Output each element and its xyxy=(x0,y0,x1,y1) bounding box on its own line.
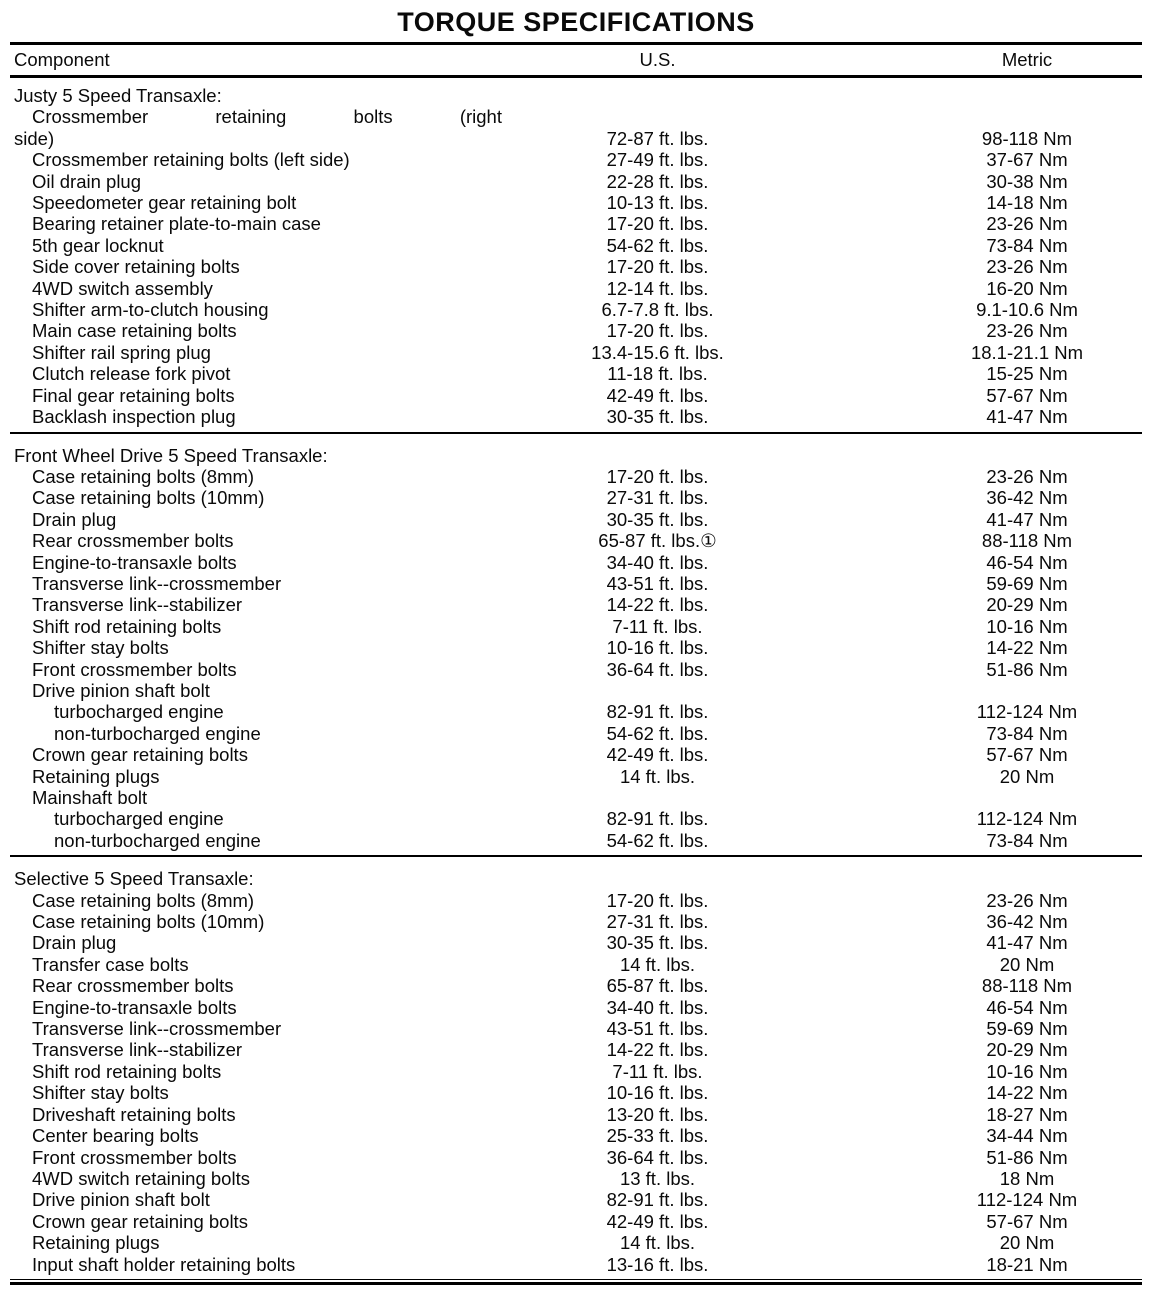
section-header-row xyxy=(10,868,1142,889)
table-row xyxy=(10,1147,1142,1168)
us-value: 27-49 ft. lbs. xyxy=(606,149,709,171)
metric-value: 98-118 Nm xyxy=(981,127,1073,149)
component-cell: Bearing retainer plate-to-main case xyxy=(32,213,321,235)
metric-value: 18.1-21.1 Nm xyxy=(970,341,1084,363)
table-row xyxy=(10,830,1142,851)
component-cell: Crown gear retaining bolts xyxy=(32,1210,248,1232)
us-value: 42-49 ft. lbs. xyxy=(606,1210,709,1232)
component-cell: Mainshaft bolt xyxy=(32,787,148,808)
us-value: 27-31 ft. lbs. xyxy=(606,911,709,933)
component-cell: Shifter stay bolts xyxy=(32,1082,169,1104)
metric-value: 16-20 Nm xyxy=(986,277,1068,299)
table-row xyxy=(10,1104,1142,1125)
metric-value: 34-44 Nm xyxy=(986,1125,1068,1147)
us-value: 17-20 ft. lbs. xyxy=(606,256,709,278)
component-cell: turbocharged engine xyxy=(54,808,224,830)
us-value: 27-31 ft. lbs. xyxy=(606,487,709,509)
component-cell: Shifter stay bolts xyxy=(32,637,169,659)
us-value: 36-64 ft. lbs. xyxy=(606,658,709,680)
component-cell: Center bearing bolts xyxy=(32,1125,199,1147)
us-value: 43-51 ft. lbs. xyxy=(606,572,709,594)
table-row xyxy=(10,680,1142,701)
component-cell: Crossmember retaining bolts (right xyxy=(32,106,502,128)
table-row xyxy=(10,1061,1142,1082)
table-row xyxy=(10,954,1142,975)
table-row xyxy=(10,975,1142,996)
component-cell: Drain plug xyxy=(32,932,117,954)
metric-value: 18 Nm xyxy=(999,1167,1055,1189)
us-value: 13 ft. lbs. xyxy=(619,1167,696,1189)
us-value: 30-35 ft. lbs. xyxy=(606,932,709,954)
component-cell: Retaining plugs xyxy=(32,1232,160,1254)
us-value: 25-33 ft. lbs. xyxy=(606,1125,709,1147)
section-gap xyxy=(10,434,1142,445)
us-value: 65-87 ft. lbs.① xyxy=(598,530,717,552)
us-value: 6.7-7.8 ft. lbs. xyxy=(601,299,714,321)
metric-value: 23-26 Nm xyxy=(986,213,1068,235)
component-cell: Shifter rail spring plug xyxy=(32,341,211,363)
metric-value: 23-26 Nm xyxy=(986,256,1068,278)
table-row xyxy=(10,509,1142,530)
component-cell: 5th gear locknut xyxy=(32,234,164,256)
component-cell: Input shaft holder retaining bolts xyxy=(32,1253,296,1275)
table-row xyxy=(10,342,1142,363)
component-cell: 4WD switch assembly xyxy=(32,277,213,299)
table-body xyxy=(10,78,1142,1275)
component-cell: Front crossmember bolts xyxy=(32,1146,237,1168)
table-row xyxy=(10,320,1142,341)
metric-value: 41-47 Nm xyxy=(986,406,1068,428)
us-value: 54-62 ft. lbs. xyxy=(606,829,709,851)
table-row xyxy=(10,787,1142,808)
component-cell: Final gear retaining bolts xyxy=(32,384,235,406)
metric-value: 59-69 Nm xyxy=(986,572,1068,594)
component-cell: Case retaining bolts (10mm) xyxy=(32,911,265,933)
us-value: 14-22 ft. lbs. xyxy=(606,594,709,616)
table-row xyxy=(10,213,1142,234)
table-row xyxy=(10,808,1142,829)
component-cell: Case retaining bolts (8mm) xyxy=(32,465,255,487)
us-value: 7-11 ft. lbs. xyxy=(612,1060,703,1082)
metric-value: 23-26 Nm xyxy=(986,320,1068,342)
metric-value: 46-54 Nm xyxy=(986,551,1068,573)
us-value: 13.4-15.6 ft. lbs. xyxy=(591,341,724,363)
metric-value: 10-16 Nm xyxy=(986,615,1068,637)
component-cell: Front crossmember bolts xyxy=(32,658,237,680)
bottom-rule xyxy=(10,1279,1142,1285)
table-row xyxy=(10,530,1142,551)
component-cell: Rear crossmember bolts xyxy=(32,530,234,552)
metric-value: 20-29 Nm xyxy=(986,594,1068,616)
metric-value: 36-42 Nm xyxy=(986,487,1068,509)
component-cell: Shift rod retaining bolts xyxy=(32,615,222,637)
table-row xyxy=(10,363,1142,384)
component-cell: Crossmember retaining bolts (left side) xyxy=(32,149,350,171)
component-cell: Transverse link--crossmember xyxy=(32,572,282,594)
table-row xyxy=(10,552,1142,573)
table-row xyxy=(10,723,1142,744)
us-value: 30-35 ft. lbs. xyxy=(606,406,709,428)
us-value: 17-20 ft. lbs. xyxy=(606,889,709,911)
metric-value: 41-47 Nm xyxy=(986,932,1068,954)
component-cell: Oil drain plug xyxy=(32,170,142,192)
table-row xyxy=(10,278,1142,299)
component-cell: Retaining plugs xyxy=(32,765,160,787)
component-cell: Shift rod retaining bolts xyxy=(32,1060,222,1082)
table-row xyxy=(10,766,1142,787)
table-row xyxy=(10,616,1142,637)
table-row xyxy=(10,659,1142,680)
metric-value: 14-22 Nm xyxy=(986,637,1068,659)
us-value: 30-35 ft. lbs. xyxy=(606,508,709,530)
table-row xyxy=(10,594,1142,615)
component-cell: non-turbocharged engine xyxy=(54,829,261,851)
component-cell: Backlash inspection plug xyxy=(32,406,236,428)
component-cell: Engine-to-transaxle bolts xyxy=(32,551,237,573)
component-cell: turbocharged engine xyxy=(54,701,224,723)
us-value: 54-62 ft. lbs. xyxy=(606,722,709,744)
metric-value: 73-84 Nm xyxy=(986,234,1068,256)
us-value: 17-20 ft. lbs. xyxy=(606,213,709,235)
table-row xyxy=(10,235,1142,256)
component-cell: Transverse link--stabilizer xyxy=(32,1039,243,1061)
us-value: 14 ft. lbs. xyxy=(619,765,696,787)
us-value: 10-16 ft. lbs. xyxy=(606,1082,709,1104)
us-value: 34-40 ft. lbs. xyxy=(606,551,709,573)
us-value: 14 ft. lbs. xyxy=(619,1232,696,1254)
table-row xyxy=(10,911,1142,932)
us-value: 13-16 ft. lbs. xyxy=(606,1253,709,1275)
us-value: 11-18 ft. lbs. xyxy=(607,363,708,385)
table-row xyxy=(10,171,1142,192)
component-cell: Drain plug xyxy=(32,508,117,530)
column-header-row xyxy=(10,45,1142,75)
component-cell: Transverse link--crossmember xyxy=(32,1018,282,1040)
component-cell: Side cover retaining bolts xyxy=(32,256,240,278)
us-value: 43-51 ft. lbs. xyxy=(606,1018,709,1040)
metric-value: 14-22 Nm xyxy=(986,1082,1068,1104)
table-row xyxy=(10,1232,1142,1253)
component-cell: Rear crossmember bolts xyxy=(32,975,234,997)
metric-value: 10-16 Nm xyxy=(986,1060,1068,1082)
table-row xyxy=(10,1211,1142,1232)
metric-value: 46-54 Nm xyxy=(986,996,1068,1018)
metric-value: 20 Nm xyxy=(999,1232,1055,1254)
metric-value: 112-124 Nm xyxy=(976,1189,1078,1211)
metric-value: 18-27 Nm xyxy=(986,1103,1068,1125)
component-cell: 4WD switch retaining bolts xyxy=(32,1167,250,1189)
component-cell: Crown gear retaining bolts xyxy=(32,744,248,766)
us-value: 54-62 ft. lbs. xyxy=(606,234,709,256)
table-row xyxy=(10,106,1142,127)
section-header-label: Selective 5 Speed Transaxle: xyxy=(14,868,254,890)
component-cell: Transverse link--stabilizer xyxy=(32,594,243,616)
metric-value: 51-86 Nm xyxy=(986,658,1068,680)
metric-value: 20-29 Nm xyxy=(986,1039,1068,1061)
component-cell: Speedometer gear retaining bolt xyxy=(32,192,297,214)
metric-value: 20 Nm xyxy=(999,953,1055,975)
metric-value: 30-38 Nm xyxy=(986,170,1068,192)
component-cell: Drive pinion shaft bolt xyxy=(32,1189,210,1211)
metric-value: 37-67 Nm xyxy=(986,149,1068,171)
table-row xyxy=(10,1082,1142,1103)
column-header-metric: Metric xyxy=(1001,49,1053,70)
column-header-us: U.S. xyxy=(639,49,676,70)
table-row xyxy=(10,385,1142,406)
component-cell: Drive pinion shaft bolt xyxy=(32,679,210,701)
component-cell: Case retaining bolts (8mm) xyxy=(32,889,255,911)
metric-value: 73-84 Nm xyxy=(986,722,1068,744)
metric-value: 88-118 Nm xyxy=(981,530,1073,552)
metric-value: 9.1-10.6 Nm xyxy=(976,299,1078,321)
component-cell: side) xyxy=(14,127,55,149)
component-cell: Main case retaining bolts xyxy=(32,320,237,342)
metric-value: 23-26 Nm xyxy=(986,889,1068,911)
table-row xyxy=(10,149,1142,170)
us-value: 7-11 ft. lbs. xyxy=(612,615,703,637)
table-row xyxy=(10,744,1142,765)
table-row xyxy=(10,406,1142,427)
us-value: 65-87 ft. lbs. xyxy=(606,975,709,997)
metric-value: 51-86 Nm xyxy=(986,1146,1068,1168)
us-value: 14 ft. lbs. xyxy=(619,953,696,975)
metric-value: 57-67 Nm xyxy=(986,1210,1068,1232)
metric-value: 15-25 Nm xyxy=(986,363,1068,385)
table-row xyxy=(10,573,1142,594)
metric-value: 59-69 Nm xyxy=(986,1018,1068,1040)
section-2 xyxy=(10,445,1142,852)
section-gap xyxy=(10,857,1142,868)
table-row xyxy=(10,192,1142,213)
us-value: 42-49 ft. lbs. xyxy=(606,744,709,766)
table-row xyxy=(10,701,1142,722)
component-cell: Transfer case bolts xyxy=(32,953,189,975)
us-value: 34-40 ft. lbs. xyxy=(606,996,709,1018)
us-value: 10-16 ft. lbs. xyxy=(606,637,709,659)
us-value: 10-13 ft. lbs. xyxy=(606,192,709,214)
section-3 xyxy=(10,868,1142,1275)
metric-value: 112-124 Nm xyxy=(976,808,1078,830)
table-row xyxy=(10,637,1142,658)
metric-value: 18-21 Nm xyxy=(986,1253,1068,1275)
metric-value: 73-84 Nm xyxy=(986,829,1068,851)
component-cell: Shifter arm-to-clutch housing xyxy=(32,299,269,321)
table-row xyxy=(10,466,1142,487)
table-row xyxy=(10,487,1142,508)
metric-value: 57-67 Nm xyxy=(986,744,1068,766)
component-cell: Clutch release fork pivot xyxy=(32,363,231,385)
us-value: 72-87 ft. lbs. xyxy=(606,127,709,149)
component-cell: Driveshaft retaining bolts xyxy=(32,1103,236,1125)
metric-value: 20 Nm xyxy=(999,765,1055,787)
table-row xyxy=(10,997,1142,1018)
us-value: 82-91 ft. lbs. xyxy=(606,701,709,723)
table-row xyxy=(10,1018,1142,1039)
section-1 xyxy=(10,85,1142,428)
table-row xyxy=(10,256,1142,277)
us-value: 17-20 ft. lbs. xyxy=(606,320,709,342)
component-cell: non-turbocharged engine xyxy=(54,722,261,744)
us-value: 14-22 ft. lbs. xyxy=(606,1039,709,1061)
us-value: 12-14 ft. lbs. xyxy=(606,277,709,299)
us-value: 82-91 ft. lbs. xyxy=(606,808,709,830)
component-cell: Case retaining bolts (10mm) xyxy=(32,487,265,509)
metric-value: 14-18 Nm xyxy=(986,192,1068,214)
us-value: 42-49 ft. lbs. xyxy=(606,384,709,406)
table-row xyxy=(10,1168,1142,1189)
metric-value: 88-118 Nm xyxy=(981,975,1073,997)
table-row xyxy=(10,1254,1142,1275)
section-header-row xyxy=(10,445,1142,466)
table-row xyxy=(10,890,1142,911)
metric-value: 112-124 Nm xyxy=(976,701,1078,723)
metric-value: 36-42 Nm xyxy=(986,911,1068,933)
us-value: 17-20 ft. lbs. xyxy=(606,465,709,487)
us-value: 22-28 ft. lbs. xyxy=(606,170,709,192)
table-row xyxy=(10,1039,1142,1060)
component-cell: Engine-to-transaxle bolts xyxy=(32,996,237,1018)
us-value: 36-64 ft. lbs. xyxy=(606,1146,709,1168)
table-row xyxy=(10,128,1142,149)
us-value: 82-91 ft. lbs. xyxy=(606,1189,709,1211)
metric-value: 41-47 Nm xyxy=(986,508,1068,530)
metric-value: 23-26 Nm xyxy=(986,465,1068,487)
column-header-component: Component xyxy=(14,49,110,70)
us-value: 13-20 ft. lbs. xyxy=(606,1103,709,1125)
section-header-label: Justy 5 Speed Transaxle: xyxy=(14,85,222,106)
table-row xyxy=(10,932,1142,953)
table-row xyxy=(10,1125,1142,1146)
section-header-label: Front Wheel Drive 5 Speed Transaxle: xyxy=(14,444,328,466)
page-title: TORQUE SPECIFICATIONS xyxy=(397,7,755,37)
table-row xyxy=(10,299,1142,320)
section-header-row xyxy=(10,85,1142,106)
table-row xyxy=(10,1189,1142,1210)
metric-value: 57-67 Nm xyxy=(986,384,1068,406)
